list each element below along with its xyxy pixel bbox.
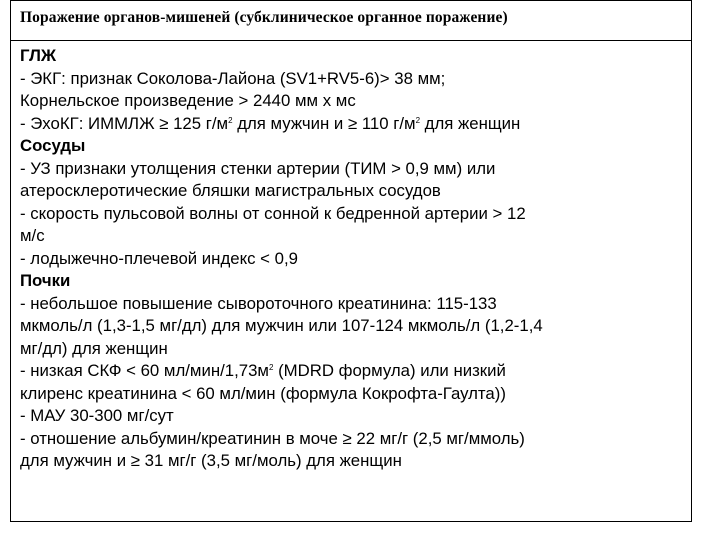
criteria-table <box>10 0 692 522</box>
kidneys-line: - отношение альбумин/креатинин в моче ≥ 22 мг/г (2,5 мг/ммоль) <box>20 428 525 448</box>
section-title-vessels: Сосуды <box>20 136 86 155</box>
table-title: Поражение органов-мишеней (субклиническое органное поражение) <box>20 9 508 26</box>
kidneys-line: - МАУ 30-300 мг/сут <box>20 406 174 425</box>
kidneys-gfr-text-b: (MDRD формула) или низкий <box>273 361 506 380</box>
vessels-line: м/с <box>20 226 45 245</box>
kidneys-line: мкмоль/л (1,3-1,5 мг/дл) для мужчин или 107-124 мкмоль/л (1,2-1,4 <box>20 316 543 335</box>
section-title-lvh: ГЛЖ <box>20 46 57 65</box>
lvh-echo-text-a: - ЭхоКГ: ИММЛЖ ≥ 125 г/м <box>20 113 229 133</box>
vessels-line: - скорость пульсовой волны от сонной к бедренной артерии > 12 <box>20 203 526 223</box>
lvh-echo-text-c: для женщин <box>420 113 521 133</box>
table-header <box>11 1 691 41</box>
vessels-line: - УЗ признаки утолщения стенки артерии (ТИМ > 0,9 мм) или <box>20 158 496 178</box>
table-body <box>11 41 691 473</box>
lvh-echo-line <box>20 113 691 136</box>
superscript-2: 2 <box>268 363 274 372</box>
lvh-cornell-line: Корнельское произведение > 2440 мм х мс <box>20 91 356 110</box>
kidneys-line: клиренс креатинина < 60 мл/мин (формула Кокрофта-Гаулта)) <box>20 383 506 403</box>
vessels-line: атеросклеротические бляшки магистральных сосудов <box>20 181 441 200</box>
superscript-2: 2 <box>228 115 233 125</box>
section-title-kidneys: Почки <box>20 271 71 290</box>
vessels-line: - лодыжечно-плечевой индекс < 0,9 <box>20 248 298 268</box>
superscript-2: 2 <box>415 115 421 125</box>
lvh-ecg-line: - ЭКГ: признак Соколова-Лайона (SV1+RV5-6)> 38 мм; <box>20 68 446 88</box>
lvh-echo-text-b: для мужчин и ≥ 110 г/м <box>232 113 416 133</box>
kidneys-line: для мужчин и ≥ 31 мг/г (3,5 мг/моль) для женщин <box>20 451 402 470</box>
kidneys-line: - небольшое повышение сывороточного креатинина: 115-133 <box>20 293 497 313</box>
kidneys-gfr-line <box>20 360 691 383</box>
kidneys-gfr-text-a: - низкая СКФ < 60 мл/мин/1,73м <box>20 361 269 380</box>
kidneys-line: мг/дл) для женщин <box>20 338 168 358</box>
